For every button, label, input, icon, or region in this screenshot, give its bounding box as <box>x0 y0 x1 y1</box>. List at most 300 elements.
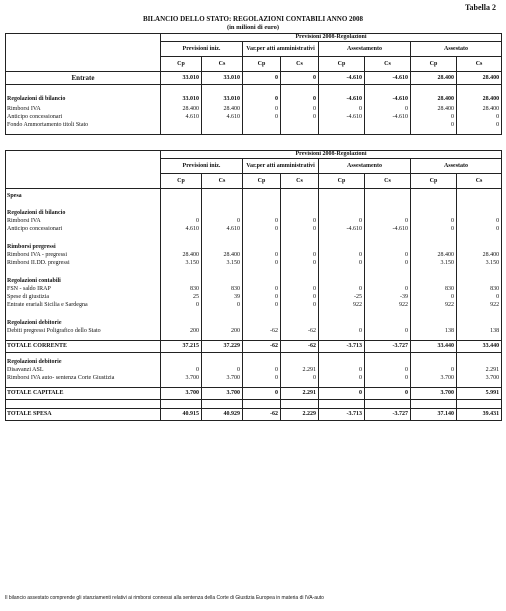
value-cell: 0 <box>281 374 319 382</box>
spesa-table <box>5 150 502 421</box>
period-header: Previsioni 2008-Regolazioni <box>161 151 502 159</box>
value-cell: 0 <box>319 366 365 374</box>
row-label: Disavanzi ASL <box>6 366 161 374</box>
value-cell: 28.400 <box>202 105 243 113</box>
value-cell <box>202 189 243 204</box>
value-cell: 28.400 <box>411 93 457 105</box>
value-cell: 830 <box>457 285 502 293</box>
row-label: Anticipo concessionari <box>6 113 161 121</box>
group-title-row <box>6 243 502 251</box>
table-row <box>6 259 502 267</box>
value-cell: 0 <box>457 121 502 129</box>
cs-header: Cs <box>281 174 319 189</box>
value-cell: 0 <box>161 217 202 225</box>
table-row <box>6 293 502 301</box>
footnote: Il bilancio assestato comprende gli stanziamenti relativi ai rimborsi connessi alla sentenza della Corte di Giustizia Europea in materia di IVA-auto <box>5 595 324 601</box>
value-cell <box>411 277 457 285</box>
value-cell: -62 <box>243 409 281 421</box>
table-row <box>6 113 502 121</box>
value-cell <box>202 277 243 285</box>
value-cell: -3.727 <box>365 341 411 353</box>
table-row <box>6 327 502 335</box>
value-cell <box>202 85 243 94</box>
value-cell: 4.610 <box>202 225 243 233</box>
value-cell <box>202 319 243 327</box>
value-cell: 0 <box>243 388 281 400</box>
value-cell: 0 <box>243 72 281 85</box>
value-cell: -4.610 <box>319 225 365 233</box>
cs-header: Cs <box>202 57 243 72</box>
value-cell <box>319 209 365 217</box>
value-cell <box>202 400 243 409</box>
value-cell: 0 <box>202 217 243 225</box>
group-title-row <box>6 358 502 366</box>
value-cell <box>243 85 281 94</box>
row-label: Regolazioni contabili <box>6 277 161 285</box>
value-cell <box>281 277 319 285</box>
value-cell: 0 <box>365 285 411 293</box>
value-cell: 4.610 <box>161 225 202 233</box>
value-cell: 0 <box>319 217 365 225</box>
value-cell: 0 <box>457 225 502 233</box>
value-cell: 40.929 <box>202 409 243 421</box>
value-cell: 28.400 <box>161 105 202 113</box>
table-row <box>6 105 502 113</box>
value-cell <box>161 243 202 251</box>
entrate-total-row <box>6 72 502 85</box>
value-cell: 3.700 <box>202 374 243 382</box>
value-cell: 830 <box>202 285 243 293</box>
value-cell: 922 <box>457 301 502 309</box>
value-cell: 28.400 <box>411 251 457 259</box>
value-cell: 3.700 <box>411 388 457 400</box>
value-cell <box>319 129 365 135</box>
cs-header: Cs <box>365 57 411 72</box>
value-cell: 37.215 <box>161 341 202 353</box>
value-cell <box>281 209 319 217</box>
row-label: Rimborsi II.DD. pregressi <box>6 259 161 267</box>
value-cell <box>457 243 502 251</box>
value-cell: 0 <box>243 251 281 259</box>
value-cell: 0 <box>202 301 243 309</box>
value-cell: 0 <box>411 217 457 225</box>
value-cell: 3.150 <box>411 259 457 267</box>
value-cell <box>457 189 502 204</box>
assestato-header: Assestato <box>411 42 502 57</box>
totale-spesa-row <box>6 409 502 421</box>
table-row <box>6 217 502 225</box>
value-cell: 0 <box>365 374 411 382</box>
row-label: Regolazioni debitorie <box>6 358 161 366</box>
table-row <box>6 251 502 259</box>
table-row <box>6 225 502 233</box>
value-cell <box>202 129 243 135</box>
value-cell <box>319 243 365 251</box>
value-cell <box>411 400 457 409</box>
value-cell <box>319 189 365 204</box>
row-label: FSN - saldo IRAP <box>6 285 161 293</box>
value-cell: 200 <box>202 327 243 335</box>
value-cell <box>161 277 202 285</box>
cs-header: Cs <box>281 57 319 72</box>
value-cell: 0 <box>281 217 319 225</box>
value-cell: 0 <box>365 217 411 225</box>
value-cell <box>365 319 411 327</box>
value-cell: -4.610 <box>365 72 411 85</box>
row-label: Fondo Ammortamento titoli Stato <box>6 121 161 129</box>
value-cell <box>457 277 502 285</box>
value-cell: 28.400 <box>457 72 502 85</box>
value-cell: 2.291 <box>281 388 319 400</box>
row-label: Rimborsi IVA - pregressi <box>6 251 161 259</box>
value-cell: 39.431 <box>457 409 502 421</box>
value-cell: 138 <box>457 327 502 335</box>
value-cell <box>243 400 281 409</box>
period-header: Previsioni 2008-Regolazioni <box>161 34 502 42</box>
value-cell: 28.400 <box>457 93 502 105</box>
document-subtitle: (in milioni di euro) <box>226 24 280 31</box>
value-cell: 922 <box>365 301 411 309</box>
table-row <box>6 374 502 382</box>
totale-corrente-row <box>6 341 502 353</box>
table-row <box>6 85 502 94</box>
value-cell: 3.150 <box>202 259 243 267</box>
entrate-table <box>5 33 502 135</box>
totale-capitale-row <box>6 388 502 400</box>
value-cell <box>161 121 202 129</box>
row-label: Debiti pregressi Poligrafico dello Stato <box>6 327 161 335</box>
prev-iniz-header: Previsioni iniz. <box>161 42 243 57</box>
value-cell: 37.140 <box>411 409 457 421</box>
value-cell: 830 <box>411 285 457 293</box>
value-cell: -62 <box>281 327 319 335</box>
value-cell: 0 <box>365 327 411 335</box>
value-cell <box>457 358 502 366</box>
value-cell: 0 <box>243 105 281 113</box>
value-cell: 0 <box>281 113 319 121</box>
value-cell: 0 <box>319 388 365 400</box>
value-cell: 3.700 <box>411 374 457 382</box>
value-cell: 0 <box>319 327 365 335</box>
value-cell: 0 <box>365 259 411 267</box>
value-cell: 0 <box>411 225 457 233</box>
value-cell <box>319 85 365 94</box>
value-cell: 0 <box>243 225 281 233</box>
value-cell: -3.713 <box>319 341 365 353</box>
value-cell: 0 <box>161 301 202 309</box>
value-cell: 28.400 <box>161 251 202 259</box>
value-cell: 40.915 <box>161 409 202 421</box>
value-cell <box>457 400 502 409</box>
value-cell: 0 <box>281 105 319 113</box>
value-cell <box>243 209 281 217</box>
value-cell <box>457 85 502 94</box>
value-cell: 0 <box>243 366 281 374</box>
value-cell: 4.610 <box>202 113 243 121</box>
value-cell <box>319 400 365 409</box>
value-cell: 0 <box>281 93 319 105</box>
value-cell: 33.440 <box>411 341 457 353</box>
value-cell <box>411 243 457 251</box>
value-cell <box>365 189 411 204</box>
cs-header: Cs <box>457 174 502 189</box>
document-title: BILANCIO DELLO STATO: REGOLAZIONI CONTABILI ANNO 2008 <box>142 15 364 23</box>
value-cell: 0 <box>281 301 319 309</box>
cp-header: Cp <box>411 174 457 189</box>
cp-header: Cp <box>243 57 281 72</box>
row-label: TOTALE CORRENTE <box>6 341 161 353</box>
value-cell <box>281 400 319 409</box>
cp-header: Cp <box>243 174 281 189</box>
value-cell <box>243 358 281 366</box>
value-cell <box>202 209 243 217</box>
value-cell: 0 <box>281 251 319 259</box>
value-cell <box>457 319 502 327</box>
value-cell: 28.400 <box>411 105 457 113</box>
value-cell <box>365 243 411 251</box>
value-cell: 28.400 <box>202 251 243 259</box>
value-cell <box>365 85 411 94</box>
entrate-label: Entrate <box>6 72 161 85</box>
value-cell: 0 <box>243 285 281 293</box>
group-title-row <box>6 277 502 285</box>
value-cell <box>243 121 281 129</box>
cs-header: Cs <box>202 174 243 189</box>
value-cell <box>365 121 411 129</box>
table-row <box>6 285 502 293</box>
value-cell <box>365 129 411 135</box>
row-label: TOTALE CAPITALE <box>6 388 161 400</box>
value-cell: 0 <box>202 366 243 374</box>
row-label: Entrate erariali Sicilia e Sardegna <box>6 301 161 309</box>
value-cell: 3.150 <box>457 259 502 267</box>
value-cell <box>161 209 202 217</box>
cp-header: Cp <box>161 174 202 189</box>
value-cell: 0 <box>243 301 281 309</box>
value-cell: 0 <box>281 285 319 293</box>
value-cell: 28.400 <box>411 72 457 85</box>
value-cell <box>161 319 202 327</box>
value-cell: 33.010 <box>202 72 243 85</box>
value-cell <box>411 209 457 217</box>
cp-header: Cp <box>411 57 457 72</box>
cp-header: Cp <box>319 174 365 189</box>
value-cell: 33.010 <box>161 93 202 105</box>
value-cell: -25 <box>319 293 365 301</box>
value-cell <box>319 358 365 366</box>
cs-header: Cs <box>365 174 411 189</box>
value-cell: -4.610 <box>365 225 411 233</box>
value-cell: -39 <box>365 293 411 301</box>
value-cell <box>161 358 202 366</box>
value-cell <box>281 189 319 204</box>
value-cell <box>281 121 319 129</box>
value-cell: 5.991 <box>457 388 502 400</box>
value-cell: 922 <box>411 301 457 309</box>
cp-header: Cp <box>161 57 202 72</box>
value-cell: 3.700 <box>161 374 202 382</box>
value-cell: 922 <box>319 301 365 309</box>
value-cell: 0 <box>243 113 281 121</box>
value-cell: 0 <box>319 374 365 382</box>
table-row <box>6 93 502 105</box>
value-cell <box>243 319 281 327</box>
group-title-row <box>6 209 502 217</box>
header-blank-cell <box>6 34 161 72</box>
value-cell: -4.610 <box>319 93 365 105</box>
value-cell: 2.291 <box>281 366 319 374</box>
value-cell <box>365 400 411 409</box>
value-cell: 0 <box>411 113 457 121</box>
value-cell <box>202 121 243 129</box>
table-number-label: Tabella 2 <box>464 3 496 12</box>
value-cell <box>319 319 365 327</box>
value-cell: 37.229 <box>202 341 243 353</box>
value-cell <box>457 129 502 135</box>
table-row <box>6 400 502 409</box>
group-title-row <box>6 319 502 327</box>
row-label <box>6 85 161 94</box>
value-cell <box>365 209 411 217</box>
table-row <box>6 301 502 309</box>
header-blank-cell <box>6 151 161 189</box>
value-cell: 0 <box>365 251 411 259</box>
value-cell: 0 <box>457 293 502 301</box>
value-cell: 0 <box>365 105 411 113</box>
value-cell: 200 <box>161 327 202 335</box>
value-cell: -4.610 <box>319 72 365 85</box>
value-cell: 3.700 <box>202 388 243 400</box>
value-cell <box>411 319 457 327</box>
table-row <box>6 129 502 135</box>
value-cell: 0 <box>243 293 281 301</box>
value-cell: 28.400 <box>457 251 502 259</box>
value-cell <box>457 209 502 217</box>
value-cell: 0 <box>243 374 281 382</box>
value-cell: -62 <box>243 327 281 335</box>
value-cell <box>319 277 365 285</box>
value-cell: 33.010 <box>202 93 243 105</box>
value-cell: 33.440 <box>457 341 502 353</box>
value-cell: 830 <box>161 285 202 293</box>
value-cell: 2.291 <box>457 366 502 374</box>
value-cell: 3.700 <box>457 374 502 382</box>
value-cell: 0 <box>411 293 457 301</box>
value-cell <box>281 85 319 94</box>
value-cell <box>365 358 411 366</box>
value-cell: 4.610 <box>161 113 202 121</box>
row-label: Rimborsi IVA auto- sentenza Corte Giustizia <box>6 374 161 382</box>
row-label: Spesa <box>6 189 161 204</box>
value-cell: 0 <box>365 366 411 374</box>
value-cell <box>243 277 281 285</box>
value-cell <box>243 243 281 251</box>
value-cell: 0 <box>281 72 319 85</box>
var-atti-header: Var.per atti amministrativi <box>243 159 319 174</box>
value-cell: -62 <box>243 341 281 353</box>
value-cell: -4.610 <box>365 113 411 121</box>
assestato-header: Assestato <box>411 159 502 174</box>
value-cell <box>161 189 202 204</box>
value-cell: 0 <box>457 113 502 121</box>
value-cell <box>281 129 319 135</box>
value-cell: 28.400 <box>457 105 502 113</box>
value-cell <box>281 243 319 251</box>
row-label: Anticipo concessionari <box>6 225 161 233</box>
value-cell: 2.229 <box>281 409 319 421</box>
value-cell <box>411 358 457 366</box>
value-cell: 0 <box>319 285 365 293</box>
value-cell: 0 <box>281 293 319 301</box>
table-row <box>6 366 502 374</box>
var-atti-header: Var.per atti amministrativi <box>243 42 319 57</box>
value-cell: 0 <box>243 259 281 267</box>
value-cell <box>365 277 411 285</box>
value-cell: 25 <box>161 293 202 301</box>
value-cell <box>161 129 202 135</box>
value-cell: 39 <box>202 293 243 301</box>
row-label <box>6 400 161 409</box>
cp-header: Cp <box>319 57 365 72</box>
value-cell: 0 <box>457 217 502 225</box>
row-label: TOTALE SPESA <box>6 409 161 421</box>
value-cell: 0 <box>319 105 365 113</box>
value-cell <box>411 85 457 94</box>
value-cell: -4.610 <box>365 93 411 105</box>
value-cell <box>411 129 457 135</box>
row-label: Rimborsi IVA <box>6 217 161 225</box>
value-cell: 33.010 <box>161 72 202 85</box>
value-cell <box>202 243 243 251</box>
value-cell: 0 <box>281 225 319 233</box>
value-cell: -4.610 <box>319 113 365 121</box>
value-cell: -62 <box>281 341 319 353</box>
value-cell: 0 <box>319 259 365 267</box>
value-cell <box>202 358 243 366</box>
row-label <box>6 129 161 135</box>
value-cell: 0 <box>411 366 457 374</box>
value-cell: 3.700 <box>161 388 202 400</box>
value-cell: 3.150 <box>161 259 202 267</box>
value-cell <box>411 189 457 204</box>
row-label: Rimborsi pregressi <box>6 243 161 251</box>
row-label: Regolazioni di bilancio <box>6 209 161 217</box>
value-cell <box>281 358 319 366</box>
value-cell: -3.727 <box>365 409 411 421</box>
table-row <box>6 121 502 129</box>
row-label: Regolazioni debitorie <box>6 319 161 327</box>
cs-header: Cs <box>457 57 502 72</box>
assestamento-header: Assestamento <box>319 42 411 57</box>
value-cell: 0 <box>411 121 457 129</box>
assestamento-header: Assestamento <box>319 159 411 174</box>
row-label: Regolazioni di bilancio <box>6 93 161 105</box>
value-cell: 0 <box>243 217 281 225</box>
value-cell: 138 <box>411 327 457 335</box>
value-cell: 0 <box>281 259 319 267</box>
spesa-label-row <box>6 189 502 204</box>
prev-iniz-header: Previsioni iniz. <box>161 159 243 174</box>
value-cell <box>161 400 202 409</box>
value-cell: 0 <box>365 388 411 400</box>
value-cell: 0 <box>161 366 202 374</box>
row-label: Spese di giustizia <box>6 293 161 301</box>
value-cell <box>161 85 202 94</box>
value-cell: -3.713 <box>319 409 365 421</box>
value-cell: 0 <box>319 251 365 259</box>
row-label: Rimborsi IVA <box>6 105 161 113</box>
value-cell: 0 <box>243 93 281 105</box>
